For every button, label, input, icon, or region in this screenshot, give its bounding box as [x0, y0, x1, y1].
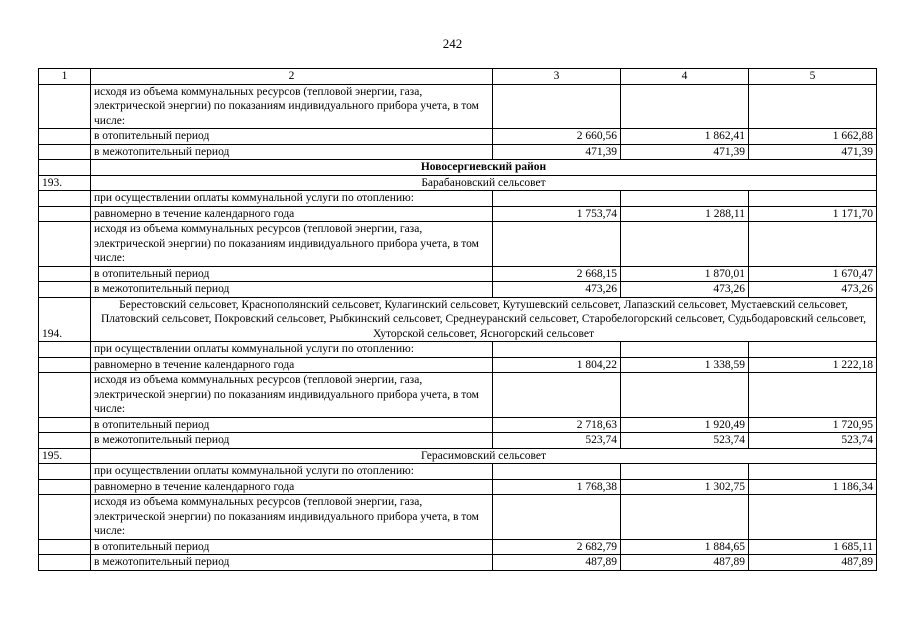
value-col-5 [749, 84, 877, 129]
header-col-5: 5 [749, 69, 877, 85]
value-col-5: 473,26 [749, 282, 877, 298]
row-description: в межотопительный период [91, 282, 493, 298]
value-col-3 [493, 464, 621, 480]
row-number-cell [39, 433, 91, 449]
page-number: 242 [442, 36, 463, 51]
council-name: Барабановский сельсовет [91, 175, 877, 191]
value-col-4 [621, 84, 749, 129]
value-col-3: 1 753,74 [493, 206, 621, 222]
value-col-4: 487,89 [621, 555, 749, 571]
value-col-4: 1 288,11 [621, 206, 749, 222]
value-col-4: 1 862,41 [621, 129, 749, 145]
row-number-cell [39, 129, 91, 145]
table-row [39, 373, 877, 418]
row-number-cell [39, 342, 91, 358]
row-description: равномерно в течение календарного года [91, 357, 493, 373]
row-description: в отопительный период [91, 539, 493, 555]
value-col-3 [493, 84, 621, 129]
value-col-5: 487,89 [749, 555, 877, 571]
table-row [39, 144, 877, 160]
value-col-5 [749, 222, 877, 267]
value-col-3: 523,74 [493, 433, 621, 449]
table-row [39, 206, 877, 222]
table-row [39, 191, 877, 207]
row-number-cell [39, 357, 91, 373]
row-number-cell: 195. [39, 448, 91, 464]
value-col-5 [749, 191, 877, 207]
header-col-4: 4 [621, 69, 749, 85]
table-row [39, 464, 877, 480]
value-col-5: 1 720,95 [749, 417, 877, 433]
row-number-cell [39, 539, 91, 555]
row-number-cell [39, 464, 91, 480]
table-row [39, 342, 877, 358]
row-number-cell [39, 282, 91, 298]
value-col-5 [749, 342, 877, 358]
table-row [39, 282, 877, 298]
value-col-3: 487,89 [493, 555, 621, 571]
value-col-3: 2 668,15 [493, 266, 621, 282]
header-col-3: 3 [493, 69, 621, 85]
row-description: при осуществлении оплаты коммунальной услуги по отоплению: [91, 464, 493, 480]
value-col-5: 523,74 [749, 433, 877, 449]
row-number-cell [39, 84, 91, 129]
value-col-3 [493, 342, 621, 358]
value-col-4: 1 884,65 [621, 539, 749, 555]
value-col-4 [621, 342, 749, 358]
value-col-3: 2 682,79 [493, 539, 621, 555]
value-col-3: 473,26 [493, 282, 621, 298]
row-description: равномерно в течение календарного года [91, 479, 493, 495]
council-name: Герасимовский сельсовет [91, 448, 877, 464]
value-col-5: 1 662,88 [749, 129, 877, 145]
row-description: в межотопительный период [91, 555, 493, 571]
row-description: в межотопительный период [91, 433, 493, 449]
row-number-cell [39, 222, 91, 267]
row-number-cell [39, 373, 91, 418]
value-col-3: 2 718,63 [493, 417, 621, 433]
row-description: при осуществлении оплаты коммунальной услуги по отоплению: [91, 191, 493, 207]
value-col-4 [621, 495, 749, 540]
value-col-4 [621, 222, 749, 267]
value-col-4 [621, 373, 749, 418]
row-description: исходя из объема коммунальных ресурсов (тепловой энергии, газа, электрической энергии) по показаниям индивидуального прибора учета, в том числе: [91, 222, 493, 267]
value-col-3: 1 804,22 [493, 357, 621, 373]
row-number-cell [39, 206, 91, 222]
value-col-4: 1 338,59 [621, 357, 749, 373]
row-description: в межотопительный период [91, 144, 493, 160]
value-col-4 [621, 191, 749, 207]
table-row [39, 266, 877, 282]
table-row [39, 539, 877, 555]
value-col-5: 1 670,47 [749, 266, 877, 282]
row-number-cell [39, 555, 91, 571]
row-description: при осуществлении оплаты коммунальной услуги по отоплению: [91, 342, 493, 358]
row-number-cell [39, 191, 91, 207]
row-description: исходя из объема коммунальных ресурсов (тепловой энергии, газа, электрической энергии) по показаниям индивидуального прибора учета, в том числе: [91, 495, 493, 540]
value-col-4: 523,74 [621, 433, 749, 449]
header-col-2: 2 [91, 69, 493, 85]
value-col-3: 471,39 [493, 144, 621, 160]
table-row [39, 555, 877, 571]
header-row [39, 69, 877, 85]
value-col-4: 473,26 [621, 282, 749, 298]
table-row [39, 479, 877, 495]
row-number-cell [39, 160, 91, 176]
row-number-cell [39, 495, 91, 540]
row-number-cell [39, 417, 91, 433]
value-col-4: 471,39 [621, 144, 749, 160]
council-row [39, 175, 877, 191]
row-description: исходя из объема коммунальных ресурсов (тепловой энергии, газа, электрической энергии) по показаниям индивидуального прибора учета, в том числе: [91, 84, 493, 129]
table-row [39, 129, 877, 145]
value-col-4: 1 302,75 [621, 479, 749, 495]
value-col-5: 1 685,11 [749, 539, 877, 555]
value-col-4 [621, 464, 749, 480]
table-row [39, 433, 877, 449]
row-description: равномерно в течение календарного года [91, 206, 493, 222]
row-number-cell: 194. [39, 297, 91, 342]
value-col-3 [493, 191, 621, 207]
row-number-cell: 193. [39, 175, 91, 191]
value-col-3 [493, 222, 621, 267]
value-col-3: 1 768,38 [493, 479, 621, 495]
table-row [39, 495, 877, 540]
tariff-table [38, 68, 877, 571]
value-col-3: 2 660,56 [493, 129, 621, 145]
table-row [39, 84, 877, 129]
row-description: в отопительный период [91, 417, 493, 433]
table-row [39, 417, 877, 433]
value-col-5: 1 222,18 [749, 357, 877, 373]
value-col-3 [493, 373, 621, 418]
value-col-5: 1 186,34 [749, 479, 877, 495]
value-col-5: 471,39 [749, 144, 877, 160]
district-row [39, 160, 877, 176]
council-row [39, 297, 877, 342]
header-col-1: 1 [39, 69, 91, 85]
district-title: Новосергиевский район [91, 160, 877, 176]
row-number-cell [39, 479, 91, 495]
value-col-5 [749, 373, 877, 418]
value-col-5 [749, 464, 877, 480]
council-row [39, 448, 877, 464]
row-description: в отопительный период [91, 266, 493, 282]
row-number-cell [39, 266, 91, 282]
value-col-5 [749, 495, 877, 540]
table-body [39, 84, 877, 570]
table-row [39, 222, 877, 267]
value-col-3 [493, 495, 621, 540]
value-col-4: 1 920,49 [621, 417, 749, 433]
row-description: исходя из объема коммунальных ресурсов (тепловой энергии, газа, электрической энергии) по показаниям индивидуального прибора учета, в том числе: [91, 373, 493, 418]
value-col-5: 1 171,70 [749, 206, 877, 222]
council-name: Берестовский сельсовет, Краснополянский сельсовет, Кулагинский сельсовет, Кутушевский сельсовет, Лапазский сельсовет, Мустаевский сельсовет, Платовский сельсовет, Покровский сельсовет, Рыбкинский сельсовет, Среднеуранский сельсовет, Старобелогорский сельсовет, Судьбодаровский сельсовет, Хуторской сельсовет, Ясногорский сельсовет [91, 297, 877, 342]
row-number-cell [39, 144, 91, 160]
row-description: в отопительный период [91, 129, 493, 145]
value-col-4: 1 870,01 [621, 266, 749, 282]
table-row [39, 357, 877, 373]
